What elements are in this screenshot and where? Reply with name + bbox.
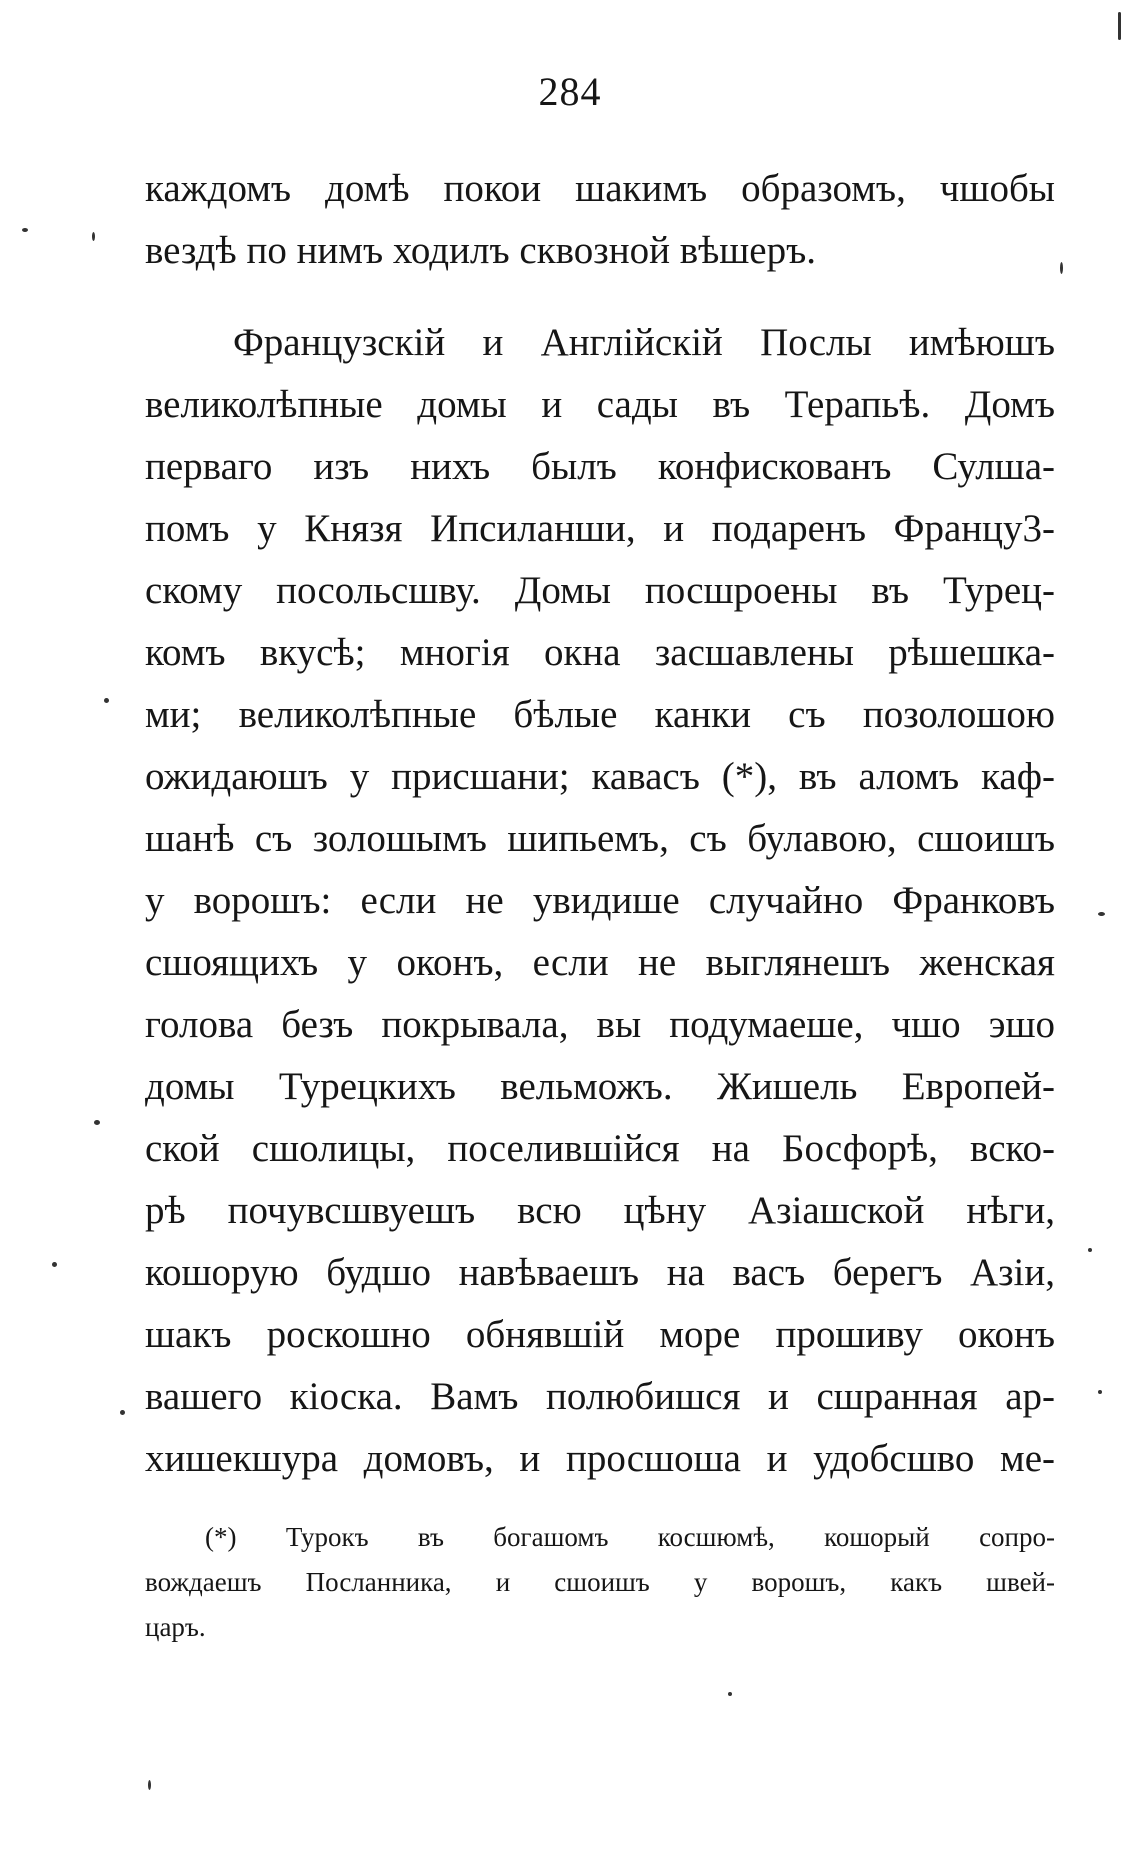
- scan-speck: [148, 1780, 151, 1790]
- text-line: вездѣ по нимъ ходилъ сквозной вѣшеръ.: [145, 229, 817, 272]
- footnote-line: царъ.: [145, 1612, 206, 1642]
- scan-speck: [1060, 262, 1063, 274]
- text-line: хишекшура домовъ, и просшоша и удобсшво ме-: [145, 1437, 1055, 1480]
- text-line: ожидаюшъ у присшани; кавасъ (*), въ аломъ каф-: [145, 755, 1055, 798]
- text-line: скому посольсшву. Домы посшроены въ Турец-: [145, 569, 1055, 612]
- paragraph-1: [145, 158, 1055, 282]
- text-line: Французскій и Англійскій Послы имѣюшъ: [233, 321, 1055, 364]
- text-line: ми; великолѣпные бѣлые канки съ позолошою: [145, 693, 1055, 736]
- scan-speck: [1098, 912, 1105, 916]
- scan-speck: [52, 1262, 57, 1267]
- footnote-line: вождаешъ Посланника, и сшоишъ у ворошъ, какъ швей-: [145, 1567, 1055, 1597]
- text-line: домы Турецкихъ вельможъ. Жишель Европей-: [145, 1065, 1055, 1108]
- text-line: кошорую будшо навѣваешъ на васъ берегъ Азіи,: [145, 1251, 1055, 1294]
- text-line: голова безъ покрывала, вы подумаеше, чшо эшо: [145, 1003, 1055, 1046]
- text-line: каждомъ домѣ покои шакимъ образомъ, чшобы: [145, 167, 1055, 210]
- scan-speck: [1118, 12, 1121, 40]
- text-line: великолѣпные домы и сады въ Терапьѣ. Домъ: [145, 383, 1055, 426]
- text-line: шанѣ съ золошымъ шипьемъ, съ булавою, сшоишъ: [145, 817, 1055, 860]
- scan-speck: [94, 1120, 100, 1125]
- paragraph-2: [145, 312, 1055, 1490]
- scan-speck: [92, 232, 95, 241]
- page-number: 284: [538, 69, 602, 114]
- text-line: у ворошъ: если не увидише случайно Франковъ: [145, 879, 1055, 922]
- text-line: перваго изъ нихъ былъ конфискованъ Сулша-: [145, 445, 1055, 488]
- scan-speck: [1088, 1248, 1092, 1252]
- text-line: комъ вкусѣ; многія окна засшавлены рѣшешка-: [145, 631, 1055, 674]
- scan-speck: [1098, 1390, 1102, 1394]
- scan-speck: [728, 1692, 732, 1696]
- text-line: шакъ роскошно обнявшій море прошиву оконъ: [145, 1313, 1055, 1356]
- footnote-line: (*) Турокъ въ богашомъ косшюмѣ, кошорый сопро-: [205, 1522, 1055, 1552]
- text-line: рѣ почувсшвуешъ всю цѣну Азіашской нѣги,: [145, 1189, 1055, 1232]
- footnote: [145, 1515, 1055, 1650]
- scan-speck: [104, 698, 109, 703]
- scan-speck: [120, 1410, 125, 1415]
- main-text: [145, 158, 1055, 1490]
- text-line: помъ у Князя Ипсиланши, и подаренъ Францу3-: [145, 507, 1055, 550]
- text-line: сшоящихъ у оконъ, если не выглянешъ женская: [145, 941, 1055, 984]
- text-line: ской сшолицы, поселившійся на Босфорѣ, вско-: [145, 1127, 1055, 1170]
- text-line: вашего кіоска. Вамъ полюбишся и сшранная ар-: [145, 1375, 1055, 1418]
- scan-speck: [22, 228, 28, 232]
- paragraph-gap: [145, 282, 1055, 312]
